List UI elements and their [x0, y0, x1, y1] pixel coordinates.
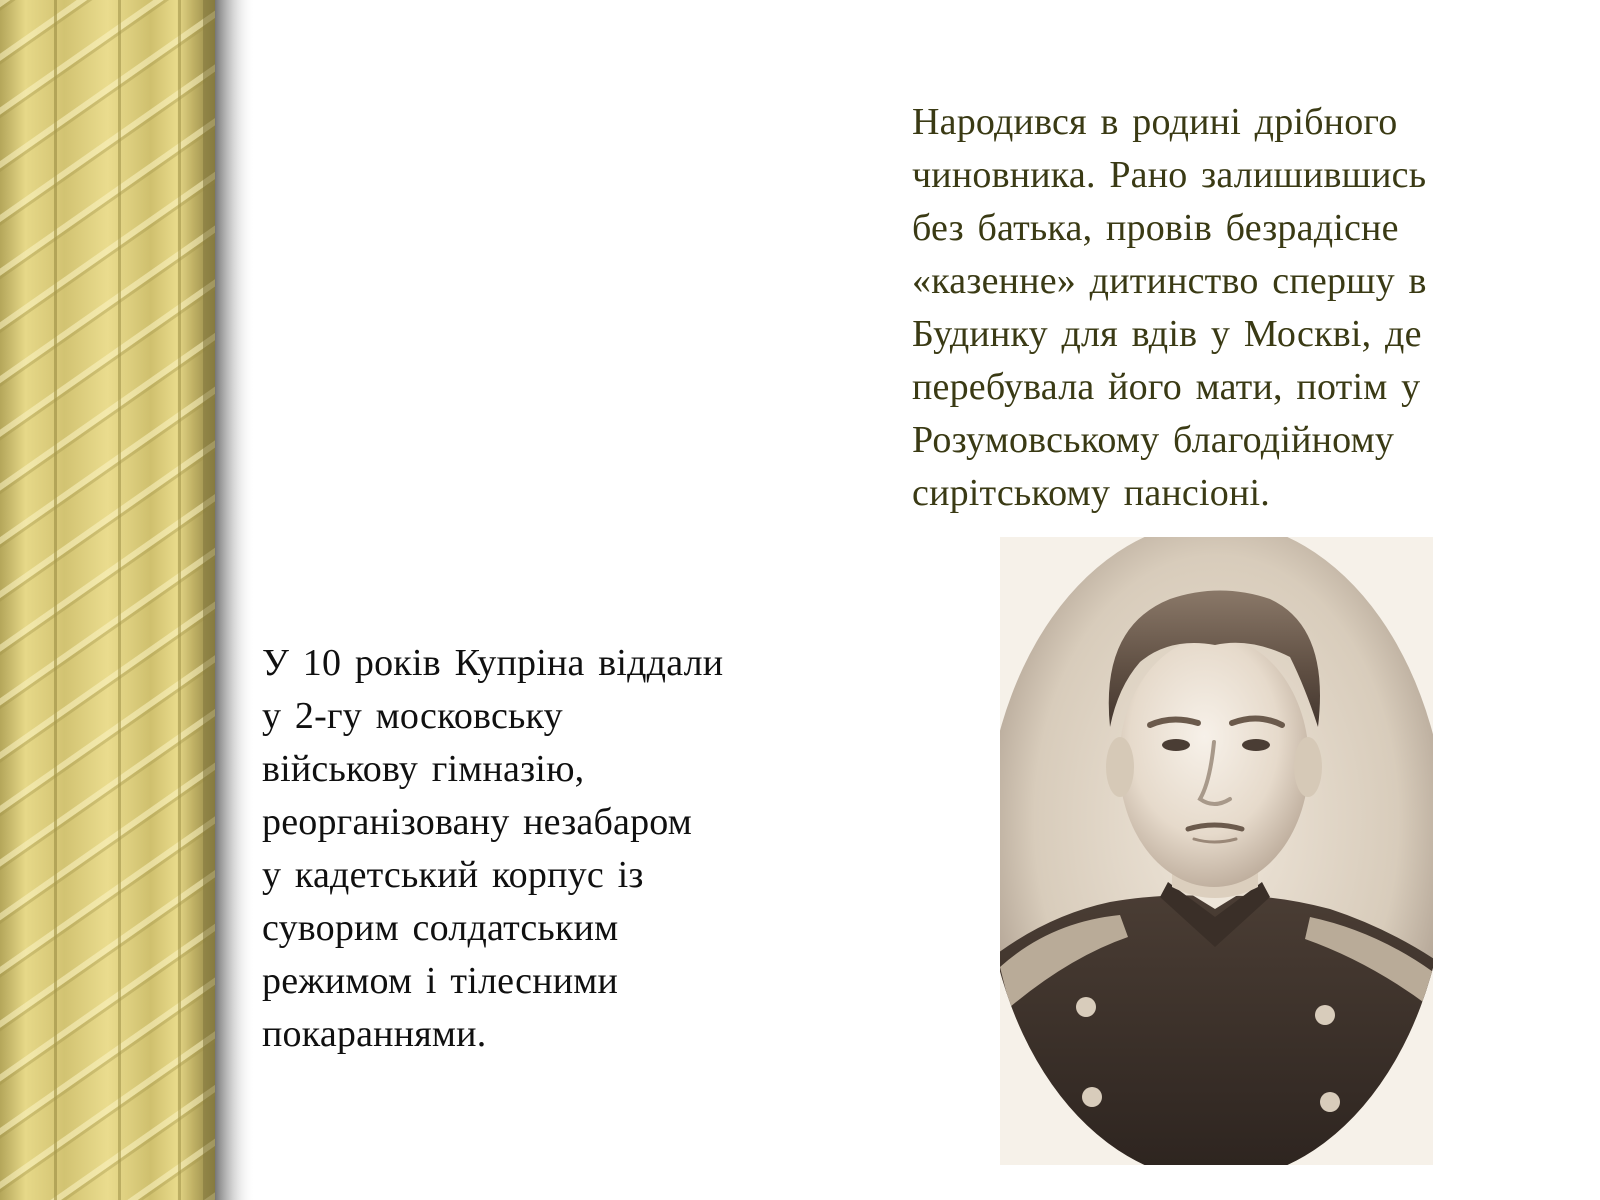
- paragraph-military-gymnasium: У 10 років Купріна віддали у 2-гу московську військову гімназію, реорганізовану незабаром у кадетський корпус із суворим солдатським режимом і тілесними покараннями.: [262, 642, 724, 1055]
- portrait-photo: [1000, 537, 1433, 1165]
- decorative-side-band: [0, 0, 255, 1200]
- paragraph-childhood: Народився в родині дрібного чиновника. Рано залишившись без батька, провів безрадісне «казенне» дитинство спершу в Будинку для вдів у Москві, де перебувала його мати, потім у Розумовському благодійному сирітському пансіоні.: [912, 101, 1427, 514]
